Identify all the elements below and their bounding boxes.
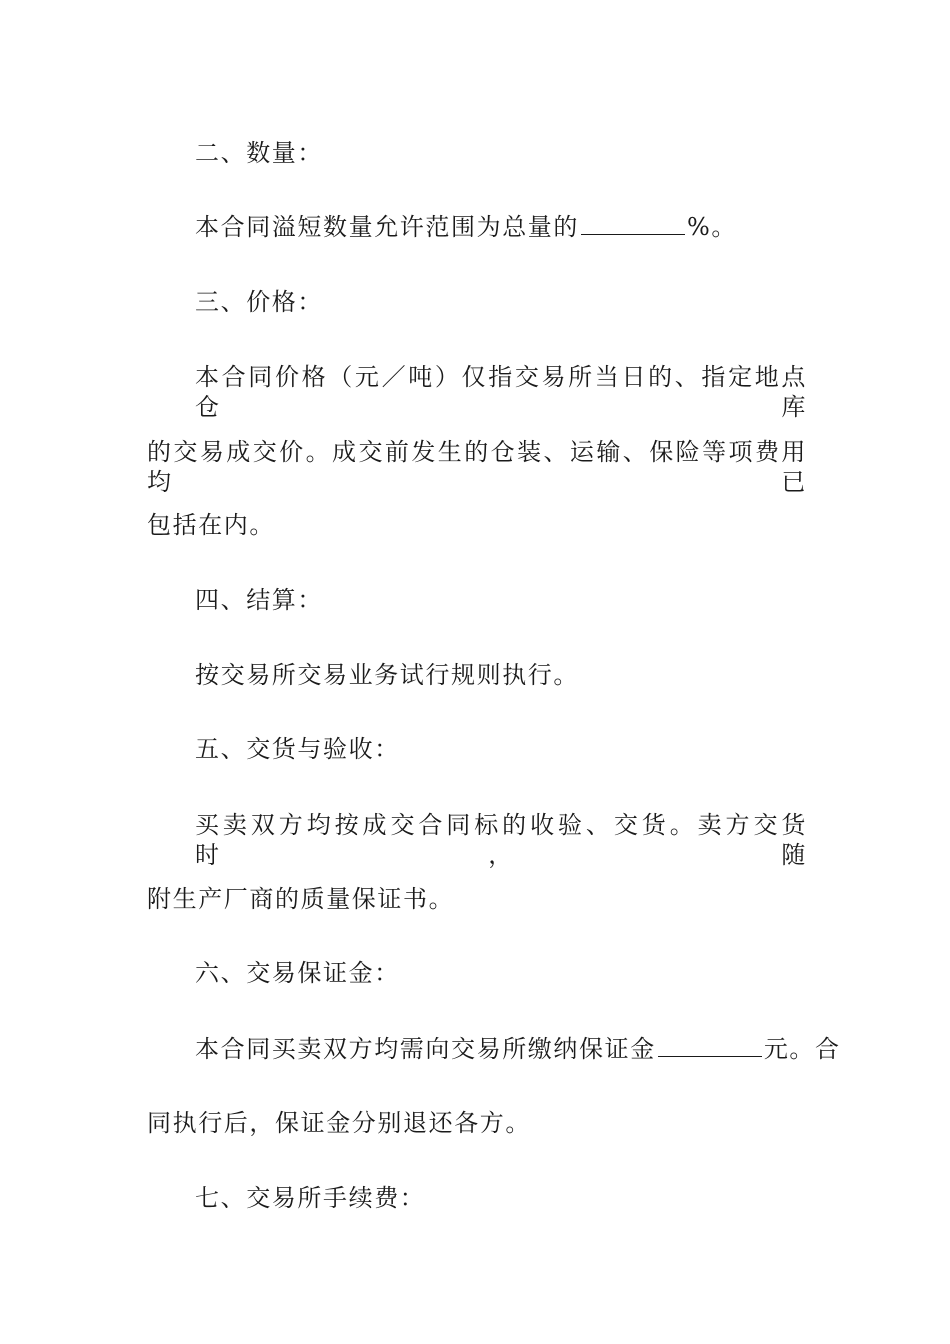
deposit-unit: 元。合 <box>763 1035 841 1063</box>
price-line-1: 本合同价格（元／吨）仅指交易所当日的、指定地点仓库 <box>195 363 807 421</box>
delivery-line-1: 买卖双方均按成交合同标的收验、交货。卖方交货时，随 <box>195 811 807 869</box>
quantity-unit: %。 <box>687 213 738 241</box>
fee-heading: 七、交易所手续费： <box>195 1184 426 1212</box>
deposit-clause <box>195 1034 841 1064</box>
price-heading: 三、价格： <box>195 288 323 316</box>
settlement-heading: 四、结算： <box>195 586 323 614</box>
delivery-line-2: 附生产厂商的质量保证书。 <box>147 885 455 913</box>
quantity-text: 本合同溢短数量允许范围为总量的 <box>195 213 579 241</box>
deposit-text: 本合同买卖双方均需向交易所缴纳保证金 <box>195 1035 656 1063</box>
deposit-heading: 六、交易保证金： <box>195 959 400 987</box>
price-line-3: 包括在内。 <box>147 511 275 539</box>
quantity-clause <box>195 212 807 242</box>
deposit-amount-blank <box>658 1034 762 1057</box>
delivery-heading: 五、交货与验收： <box>195 735 400 763</box>
settlement-text: 按交易所交易业务试行规则执行。 <box>195 661 579 689</box>
quantity-percent-blank <box>581 212 685 235</box>
deposit-line-2: 同执行后，保证金分别退还各方。 <box>147 1109 531 1137</box>
price-line-2: 的交易成交价。成交前发生的仓装、运输、保险等项费用均已 <box>147 438 807 496</box>
quantity-heading: 二、数量： <box>195 139 323 167</box>
